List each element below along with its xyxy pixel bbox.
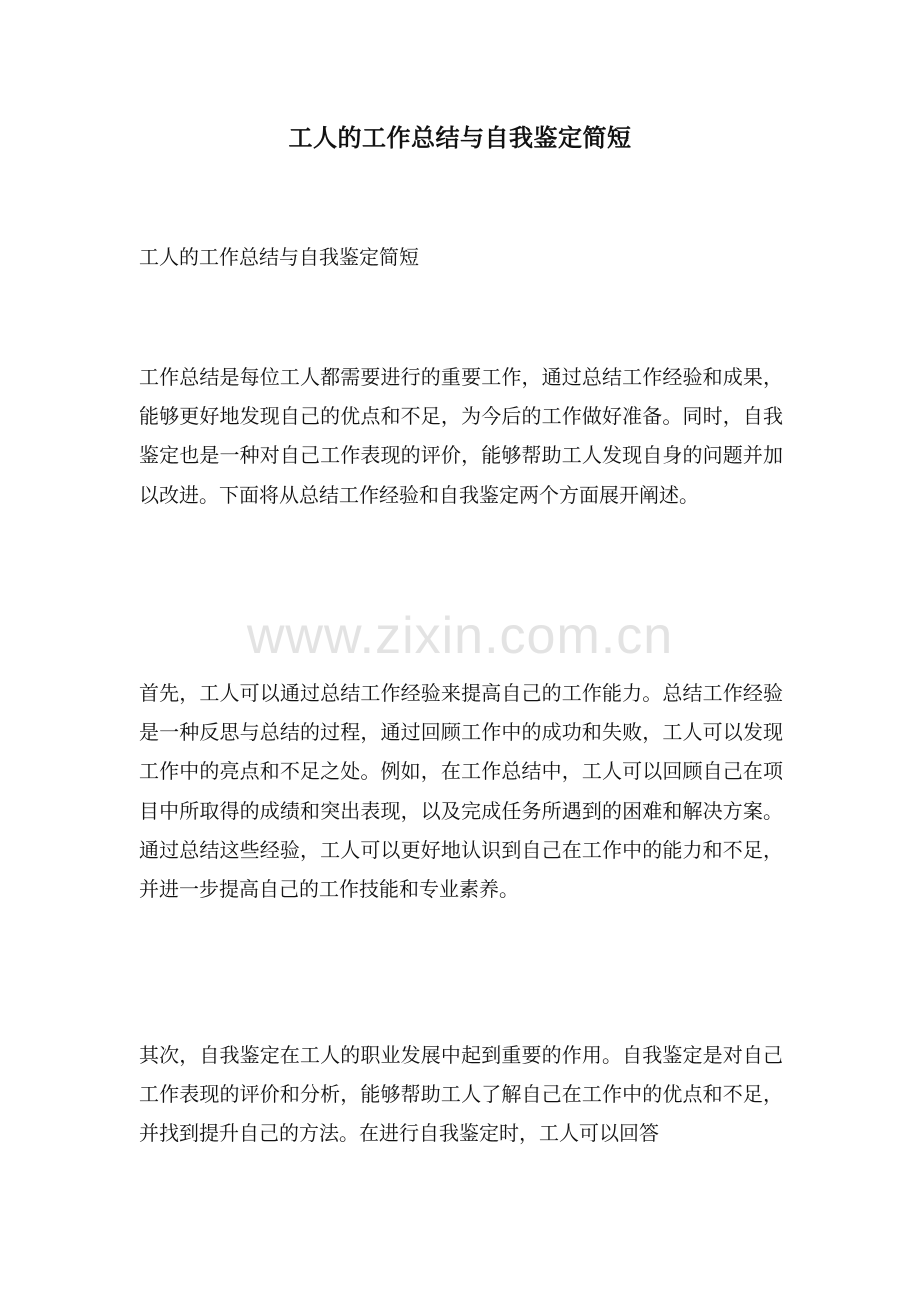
document-subtitle: 工人的工作总结与自我鉴定简短	[139, 245, 419, 269]
paragraph-work-experience: 首先，工人可以通过总结工作经验来提高自己的工作能力。总结工作经验是一种反思与总结的过程，通过回顾工作中的成功和失败，工人可以发现工作中的亮点和不足之处。例如，在工作总结中，工人可以回顾自己在项目中所取得的成绩和突出表现，以及完成任务所遇到的困难和解决方案。通过总结这些经验，工人可以更好地认识到自己在工作中的能力和不足，并进一步提高自己的工作技能和专业素养。	[139, 681, 783, 902]
paragraph-self-assessment: 其次，自我鉴定在工人的职业发展中起到重要的作用。自我鉴定是对自己工作表现的评价和分析，能够帮助工人了解自己在工作中的优点和不足，并找到提升自己的方法。在进行自我鉴定时，工人可以回答	[139, 1043, 783, 1146]
paragraph-intro: 工作总结是每位工人都需要进行的重要工作，通过总结工作经验和成果，能够更好地发现自己的优点和不足，为今后的工作做好准备。同时，自我鉴定也是一种对自己工作表现的评价，能够帮助工人发现自身的问题并加以改进。下面将从总结工作经验和自我鉴定两个方面展开阐述。	[139, 365, 783, 507]
watermark: www.zixin.com.cn	[246, 607, 674, 665]
document-title: 工人的工作总结与自我鉴定简短	[288, 123, 632, 152]
